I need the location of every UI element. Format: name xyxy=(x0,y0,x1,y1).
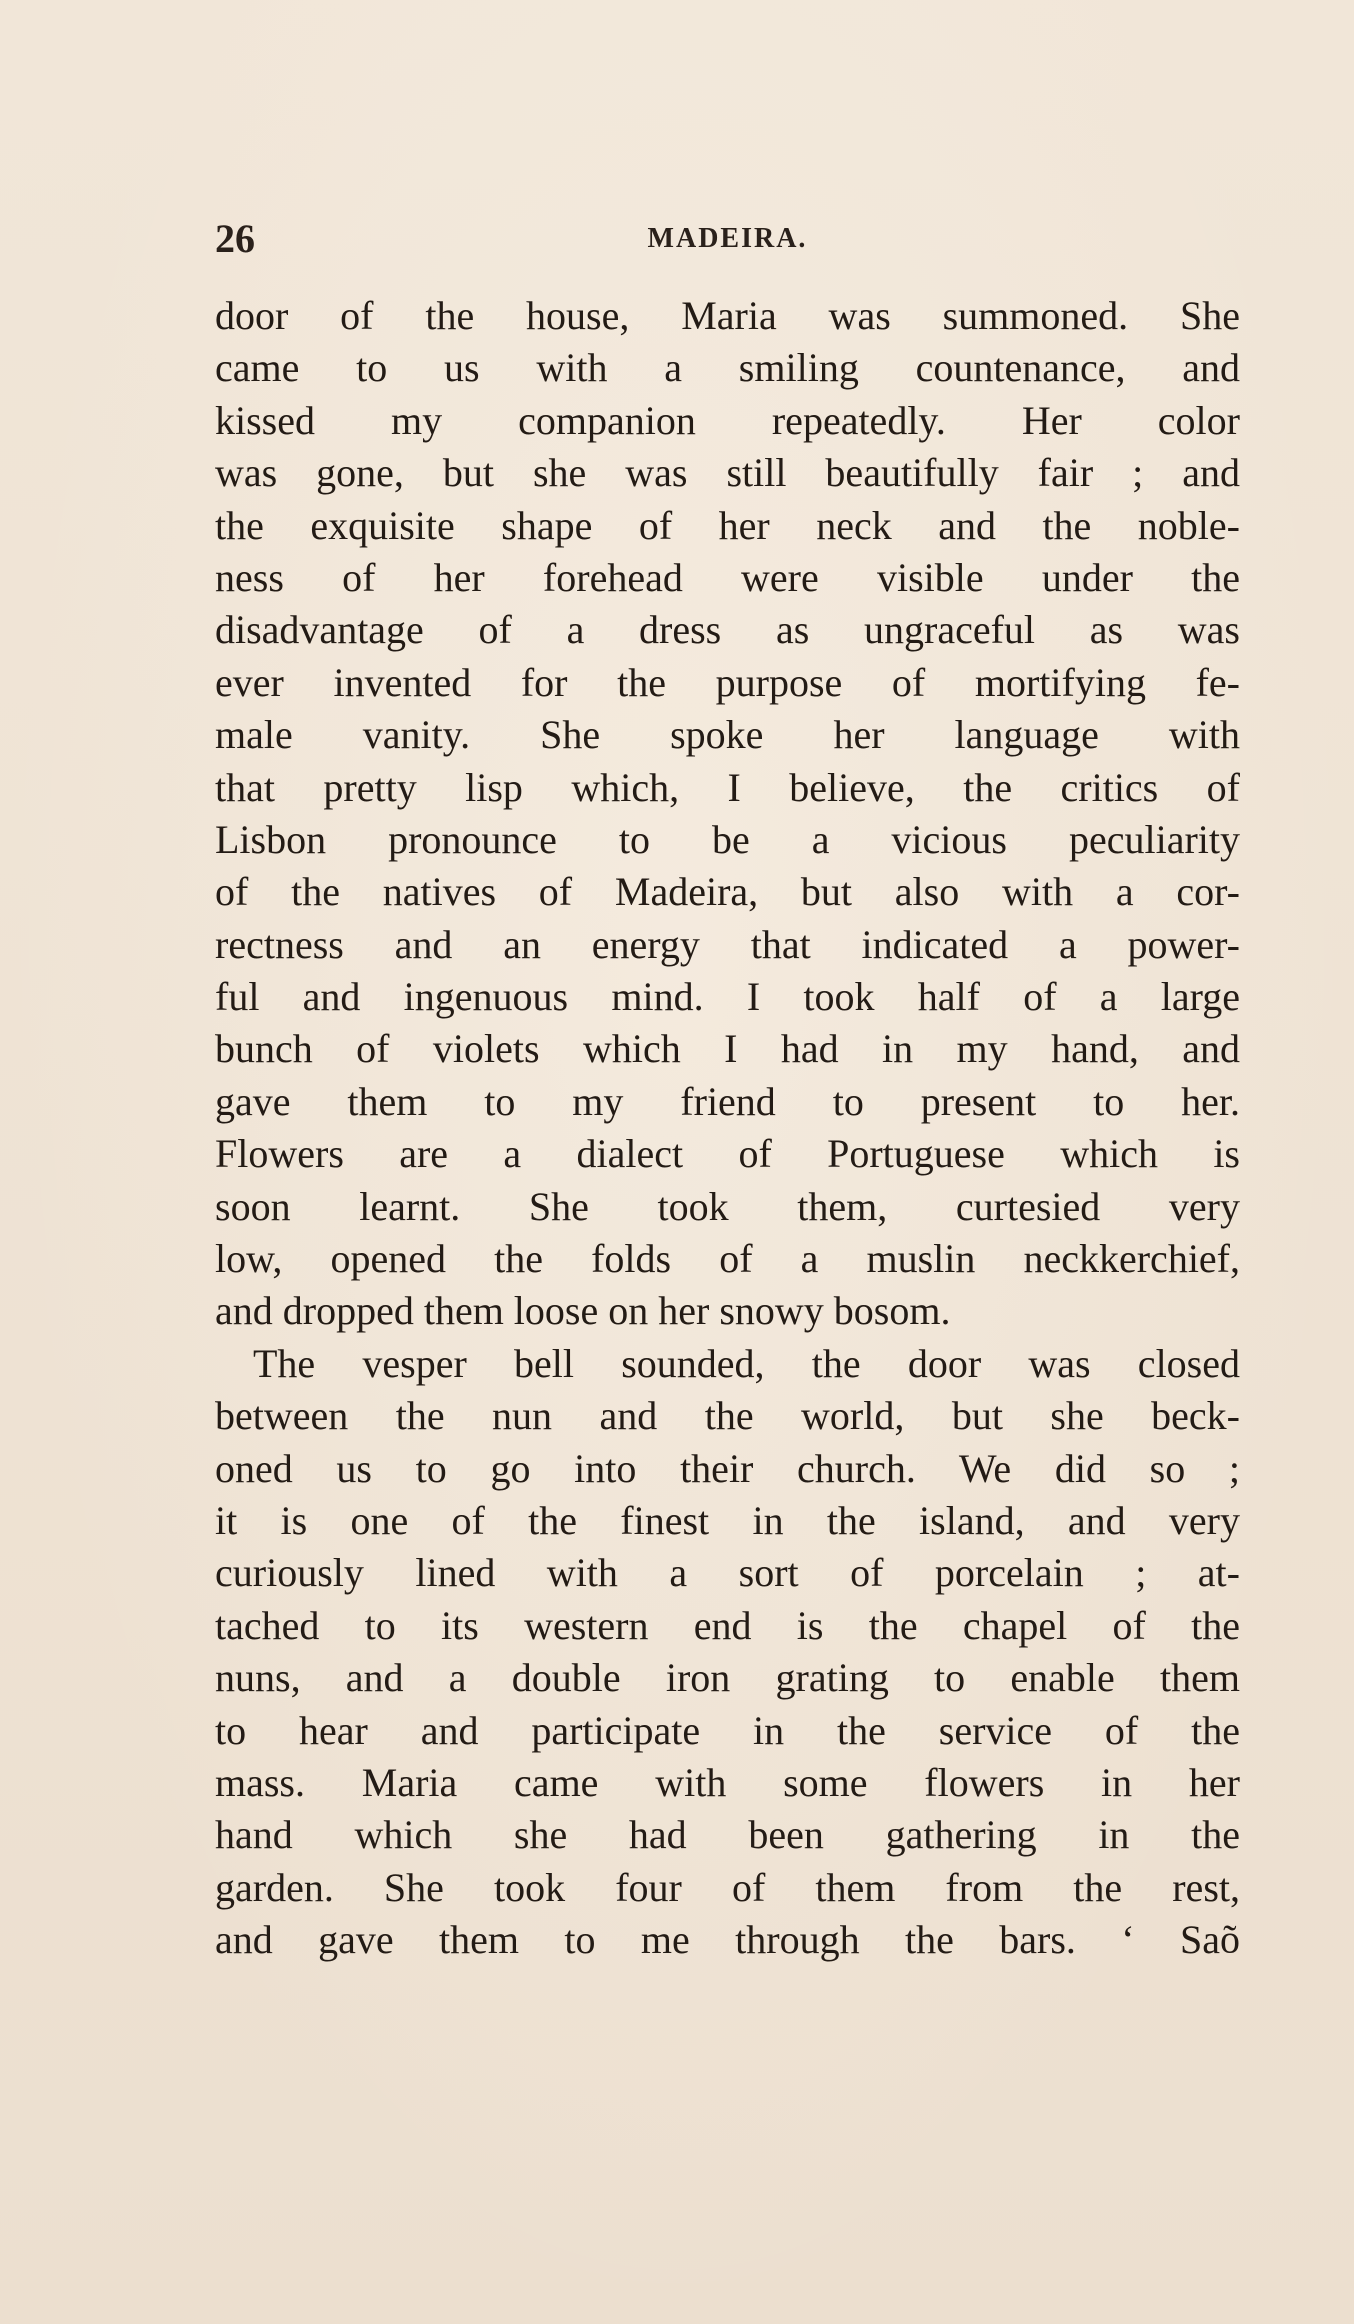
text-line: disadvantage of a dress as ungraceful as was xyxy=(215,607,1240,653)
text-line: oned us to go into their church. We did so ; xyxy=(215,1445,1240,1491)
text-line: Lisbon pronounce to be a vicious peculiarity xyxy=(215,816,1240,862)
text-line: it is one of the finest in the island, and very xyxy=(215,1497,1240,1543)
text-line: low, opened the folds of a muslin neckkerchief, xyxy=(215,1236,1240,1282)
text-line: soon learnt. She took them, curtesied very xyxy=(215,1183,1240,1229)
running-title: MADEIRA. xyxy=(647,223,808,254)
text-line: ful and ingenuous mind. I took half of a large xyxy=(215,974,1240,1020)
text-line: and gave them to me through the bars. ‘ Saõ xyxy=(215,1917,1240,1963)
text-line: and dropped them loose on her snowy bosom. xyxy=(215,1288,951,1334)
text-line: The vesper bell sounded, the door was closed xyxy=(253,1340,1240,1386)
page-header xyxy=(215,215,1240,265)
text-line: of the natives of Madeira, but also with a cor- xyxy=(215,869,1240,915)
paragraph-2 xyxy=(215,1338,1240,1967)
body-text xyxy=(215,290,1240,1967)
text-line: hand which she had been gathering in the xyxy=(215,1812,1240,1858)
paragraph-1 xyxy=(215,290,1240,1338)
text-line: kissed my companion repeatedly. Her color xyxy=(215,397,1240,443)
page-number: 26 xyxy=(215,216,255,261)
text-line: to hear and participate in the service of the xyxy=(215,1707,1240,1753)
text-line: mass. Maria came with some flowers in her xyxy=(215,1759,1240,1805)
text-line: curiously lined with a sort of porcelain ; at- xyxy=(215,1550,1240,1596)
text-line: Flowers are a dialect of Portuguese which is xyxy=(215,1131,1240,1177)
text-line: ever invented for the purpose of mortifying fe- xyxy=(215,659,1240,705)
text-line: between the nun and the world, but she beck- xyxy=(215,1393,1240,1439)
text-line: the exquisite shape of her neck and the noble- xyxy=(215,502,1240,548)
text-line: came to us with a smiling countenance, and xyxy=(215,345,1240,391)
text-line: ness of her forehead were visible under the xyxy=(215,554,1240,600)
text-line: male vanity. She spoke her language with xyxy=(215,712,1240,758)
text-line: bunch of violets which I had in my hand, and xyxy=(215,1026,1240,1072)
text-line: rectness and an energy that indicated a power- xyxy=(215,921,1240,967)
text-line: garden. She took four of them from the rest, xyxy=(215,1864,1240,1910)
text-line: tached to its western end is the chapel of the xyxy=(215,1602,1240,1648)
text-line: door of the house, Maria was summoned. She xyxy=(215,293,1240,338)
text-line: was gone, but she was still beautifully fair ; and xyxy=(215,450,1240,496)
text-line: gave them to my friend to present to her. xyxy=(215,1078,1240,1124)
text-line: that pretty lisp which, I believe, the critics of xyxy=(215,764,1240,810)
text-line: nuns, and a double iron grating to enable them xyxy=(215,1655,1240,1701)
